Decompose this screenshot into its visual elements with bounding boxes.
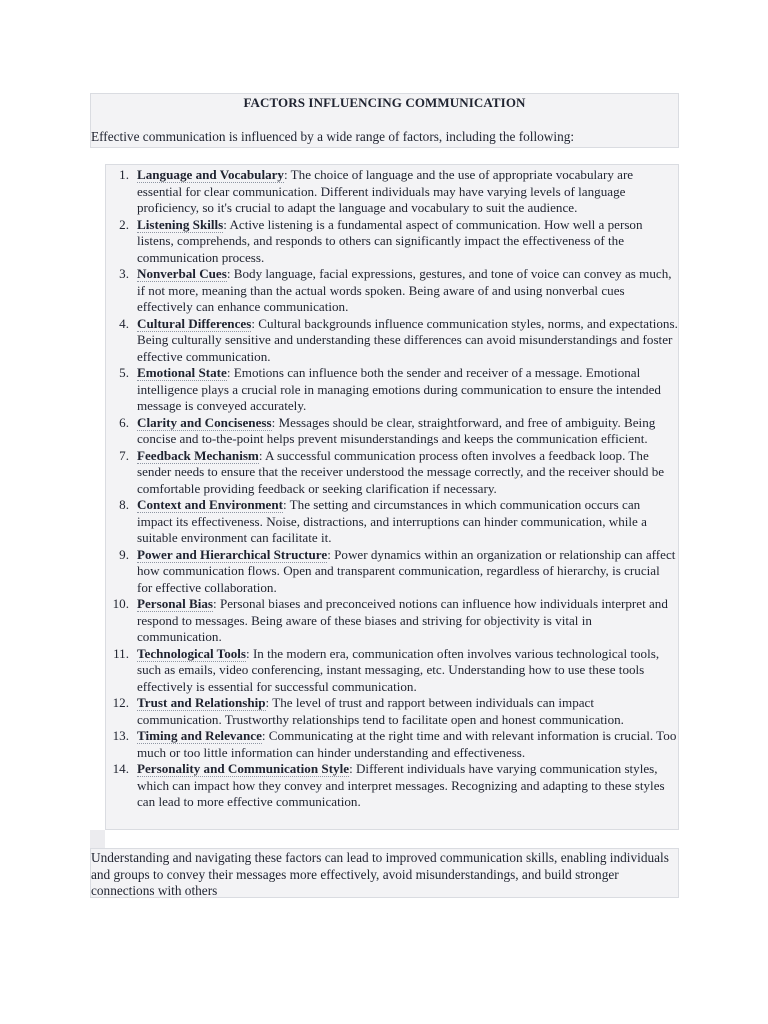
factor-title: Power and Hierarchical Structure [137, 546, 328, 562]
factor-description: : Cultural backgrounds influence communication styles, norms, and expectations. Being culturally sensitive and understanding these differences can avoid misunderstandings and foster effective communication. [137, 315, 678, 364]
factor-number: 10. [112, 596, 129, 611]
factor-item [106, 761, 680, 811]
factor-number: 14. [112, 761, 129, 776]
factor-item [106, 448, 680, 498]
factor-number: 3. [119, 266, 129, 281]
title-section [90, 93, 679, 148]
factor-title: Technological Tools [137, 645, 247, 661]
factor-number: 11. [113, 645, 129, 661]
factor-number: 1. [119, 167, 129, 182]
factor-number: 12. [112, 695, 129, 710]
intro-paragraph: Effective communication is influenced by a wide range of factors, including the following: [91, 129, 575, 144]
factors-list [106, 167, 680, 811]
factor-number: 9. [119, 546, 129, 562]
factor-item [106, 596, 680, 646]
factor-title: Clarity and Conciseness [137, 414, 272, 430]
factor-item [106, 547, 680, 597]
factor-description: : Personal biases and preconceived notions can influence how individuals interpret and respond to messages. Being aware of these biases and striving for objectivity is vital in communication. [137, 596, 668, 644]
factor-item [106, 266, 680, 316]
factor-item [106, 217, 680, 267]
factor-number: 4. [119, 315, 129, 331]
factor-number: 13. [112, 728, 129, 743]
factor-title: Listening Skills [137, 216, 224, 232]
factor-description: : Power dynamics within an organization or relationship can affect how communication flows. Open and transparent communication, regardless of hierarchy, is crucial for effective collaboration. [137, 546, 676, 595]
factor-description: : In the modern era, communication often involves various technological tools, such as emails, video conferencing, instant messaging, etc. Understanding how to use these tools effectively is essential for successful communication. [137, 645, 660, 694]
factor-title: Language and Vocabulary [137, 167, 284, 182]
factor-description: : A successful communication process often involves a feedback loop. The sender needs to ensure that the receiver understood the message correctly, and the receiver should be comfortable providing feedback or seeking clarification if necessary. [137, 447, 665, 496]
factor-item [106, 695, 680, 728]
factor-description: : The level of trust and rapport between individuals can impact communication. Trustworthy relationships tend to facilitate open and honest communication. [137, 695, 624, 727]
factor-description: : The choice of language and the use of appropriate vocabulary are essential for clear communication. Different individuals may have varying levels of language proficiency, so it's crucial to adapt the language and vocabulary to suit the audience. [137, 167, 634, 215]
factor-title: Context and Environment [137, 497, 283, 512]
factor-item [106, 646, 680, 696]
factor-number: 8. [119, 497, 129, 512]
factor-title: Personal Bias [137, 596, 214, 611]
factor-description: : Body language, facial expressions, gestures, and tone of voice can convey as much, if not more, meaning than the actual words spoken. Being aware of and using nonverbal cues effectively can enhance communication. [137, 266, 672, 314]
factor-item [106, 728, 680, 761]
factor-item [106, 365, 680, 415]
factor-title: Feedback Mechanism [137, 447, 259, 463]
factor-number: 2. [119, 216, 129, 232]
conclusion-paragraph: Understanding and navigating these factors can lead to improved communication skills, enabling individuals and groups to convey their messages more effectively, avoid misunderstandings, and build stronger connections with others [91, 850, 669, 898]
factor-item [106, 415, 680, 448]
factor-item [106, 316, 680, 366]
page-title: FACTORS INFLUENCING COMMUNICATION [243, 95, 526, 110]
factor-description: : Active listening is a fundamental aspect of communication. How well a person listens, comprehends, and responds to others can significantly impact the effectiveness of the communication process. [137, 216, 643, 265]
factor-description: : Different individuals have varying communication styles, which can impact how they convey and interpret messages. Recognizing and adapting to these styles can lead to more effective communication. [137, 761, 665, 809]
factor-description: : Messages should be clear, straightforward, and free of ambiguity. Being concise and to-the-point helps prevent misunderstandings and keeps the communication efficient. [137, 414, 656, 446]
factor-description: : The setting and circumstances in which communication occurs can impact its effectiveness. Noise, distractions, and interruptions can hinder communication, while a suitable environment can facilitate it. [137, 497, 647, 545]
conclusion-section [90, 848, 679, 898]
factor-item [106, 167, 680, 217]
factor-title: Cultural Differences [137, 315, 252, 331]
factor-number: 5. [119, 365, 129, 380]
factor-number: 7. [119, 447, 129, 463]
factors-section [105, 164, 679, 830]
factor-title: Nonverbal Cues [137, 266, 227, 281]
factor-title: Timing and Relevance [137, 728, 262, 743]
factor-title: Personality and Communication Style [137, 761, 350, 776]
factor-number: 6. [119, 414, 129, 430]
factor-title: Trust and Relationship [137, 695, 266, 710]
section-divider [90, 830, 105, 848]
factor-title: Emotional State [137, 365, 227, 380]
factor-item [106, 497, 680, 547]
factor-description: : Communicating at the right time and with relevant information is crucial. Too much or too little information can hinder understanding and effectiveness. [137, 728, 677, 760]
factor-description: : Emotions can influence both the sender and receiver of a message. Emotional intelligence plays a crucial role in managing emotions during communication to ensure the intended message is conveyed accurately. [137, 365, 661, 413]
